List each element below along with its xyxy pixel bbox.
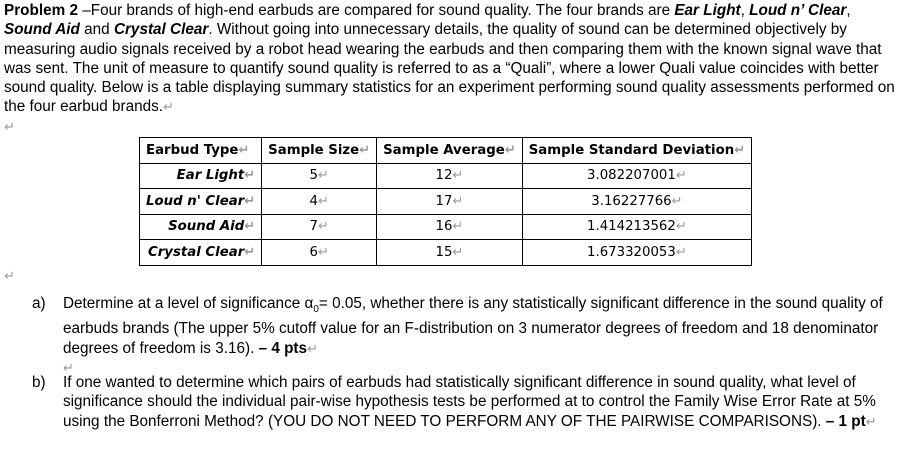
- cell-sample-size: 7↵: [262, 214, 377, 240]
- table-row: [140, 240, 752, 266]
- table-row: [140, 163, 752, 189]
- paragraph-mark-icon: ↵: [4, 118, 15, 134]
- cell-earbud-type: Sound Aid↵: [140, 214, 262, 240]
- question-a-label: a): [32, 295, 46, 312]
- brand-loud-n-clear: Loud n’ Clear: [749, 2, 847, 19]
- cell-mark-icon: ↵: [359, 142, 371, 158]
- paragraph-mark-icon: ↵: [4, 268, 15, 283]
- question-b-label: b): [32, 374, 46, 391]
- table-header-row: [140, 138, 752, 164]
- cell-mark-icon: ↵: [504, 142, 516, 158]
- cell-earbud-type: Loud n' Clear↵: [140, 189, 262, 215]
- brand-ear-light: Ear Light: [674, 2, 741, 19]
- question-b: [32, 373, 900, 431]
- question-b-text: If one wanted to determine which pairs of earbuds had statistically significant difference in sound quality, what level of significance should the individual pair-wise hypothesis tests be performed at to control the Family Wise Error Rate at 5% using the Bonferroni Method? (YOU DO NOT NEED TO PERFORM ANY OF THE PAIRWISE COMPARISONS). – 1 pt↵: [63, 374, 877, 430]
- question-a-text: Determine at a level of significance $\alpha_0= 0.05$, whether there is any statistically significant difference in the sound quality of earbuds brands (The upper 5% cutoff value for an F-distribution on 3 numerator degrees of freedom and 18 denominator degrees of freedom is 3.16). – 4 pts↵ ↵: [63, 294, 900, 377]
- cell-sample-sd: 1.414213562↵: [522, 214, 751, 240]
- cell-sample-average: 12↵: [377, 163, 523, 189]
- summary-statistics-table: [139, 137, 752, 266]
- brand-sound-aid: Sound Aid: [4, 21, 80, 39]
- intro-text-5: . Without going into unnecessary details, the quality of sound can be determined objectively by measuring audio signals received by a robot head wearing the earbuds and then comparing them with the known signal wave that was sent. The unit of measure to quantify sound quality is referred to as a “Quali”, where a lower Quali value coincides with better sound quality. Below is a table displaying summary statistics for an experiment performing sound quality assessments performed on the four earbud brands.: [4, 21, 895, 116]
- cell-mark-icon: ↵: [238, 142, 250, 158]
- cell-mark-icon: ↵: [734, 142, 746, 158]
- header-sample-sd: Sample Standard Deviation↵: [522, 138, 751, 164]
- intro-text-3: ,: [846, 2, 851, 19]
- cell-earbud-type: Crystal Clear↵: [140, 240, 262, 266]
- brand-crystal-clear: Crystal Clear: [113, 21, 209, 39]
- intro-text-2: ,: [740, 2, 750, 19]
- cell-sample-sd: 1.673320053↵: [522, 240, 751, 266]
- cell-sample-size: 4↵: [262, 189, 377, 215]
- question-b-points: – 1 pt: [825, 412, 866, 430]
- header-earbud-type: Earbud Type↵: [140, 138, 262, 164]
- paragraph-mark-icon: ↵: [63, 359, 74, 375]
- table-row: [140, 189, 752, 215]
- cell-sample-average: 17↵: [377, 189, 523, 215]
- table-row: [140, 214, 752, 240]
- cell-sample-size: 6↵: [262, 240, 377, 266]
- paragraph-mark-icon: ↵: [163, 99, 174, 115]
- question-a-points: – 4 pts: [258, 339, 308, 357]
- intro-text-4: and: [79, 21, 114, 39]
- intro-text-1: –Four brands of high-end earbuds are compared for sound quality. The four brands are: [77, 2, 675, 19]
- header-sample-size: Sample Size↵: [262, 138, 377, 164]
- paragraph-mark-icon: ↵: [307, 340, 318, 356]
- header-sample-average: Sample Average↵: [377, 138, 523, 164]
- cell-sample-size: 5↵: [262, 163, 377, 189]
- question-a: [32, 294, 900, 377]
- paragraph-mark-icon: ↵: [865, 413, 877, 429]
- cell-sample-sd: 3.16227766↵: [522, 189, 751, 215]
- cell-earbud-type: Ear Light↵: [140, 163, 262, 189]
- cell-sample-sd: 3.082207001↵: [522, 163, 751, 189]
- problem-intro: [4, 1, 898, 136]
- cell-sample-average: 15↵: [377, 240, 523, 266]
- cell-sample-average: 16↵: [377, 214, 523, 240]
- problem-heading: Problem 2: [4, 2, 78, 19]
